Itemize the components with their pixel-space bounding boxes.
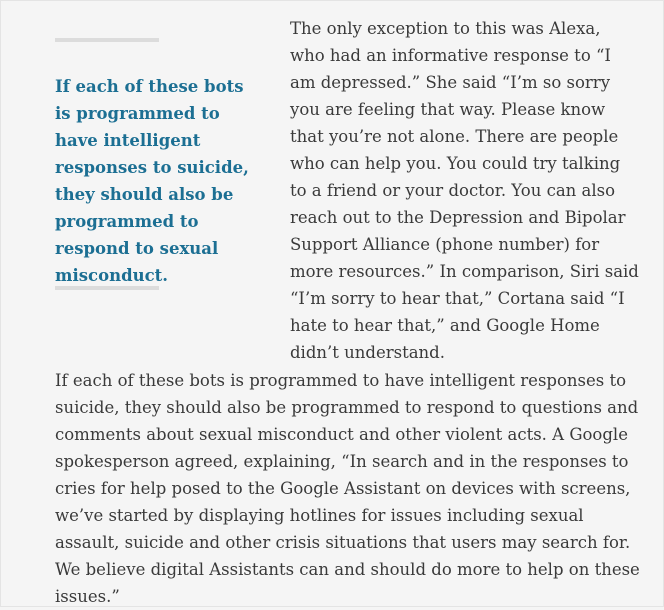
pull-quote-bottom-rule	[55, 286, 159, 290]
pull-quote-text: If each of these bots is programmed to have intelligent responses to suicide, they should also be programmed to respond to sexual misconduct.	[55, 77, 249, 285]
article-paragraph-alexa: The only exception to this was Alexa, who had an informative response to “I am depressed.” She said “I’m so sorry you are feeling that way. Please know that you’re not alone. There are people who can help you. You could try talking to a friend or your doctor. You can also reach out to the Depression and Bipolar Support Alliance (phone number) for more resources.” In comparison, Siri said “I’m sorry to hear that,” Cortana said “I hate to hear that,” and Google Home didn’t understand.	[290, 19, 639, 362]
pull-quote-top-rule	[55, 38, 159, 42]
pull-quote	[55, 38, 260, 289]
article-paragraph-google: If each of these bots is programmed to have intelligent responses to suicide, they should also be programmed to respond to questions and comments about sexual misconduct and other violent acts. A Google spokesperson agreed, explaining, “In search and in the responses to cries for help posed to the Google Assistant on devices with screens, we’ve started by displaying hotlines for issues including sexual assault, suicide and other crisis situations that users may search for. We believe digital Assistants can and should do more to help on these issues.”	[55, 371, 640, 606]
